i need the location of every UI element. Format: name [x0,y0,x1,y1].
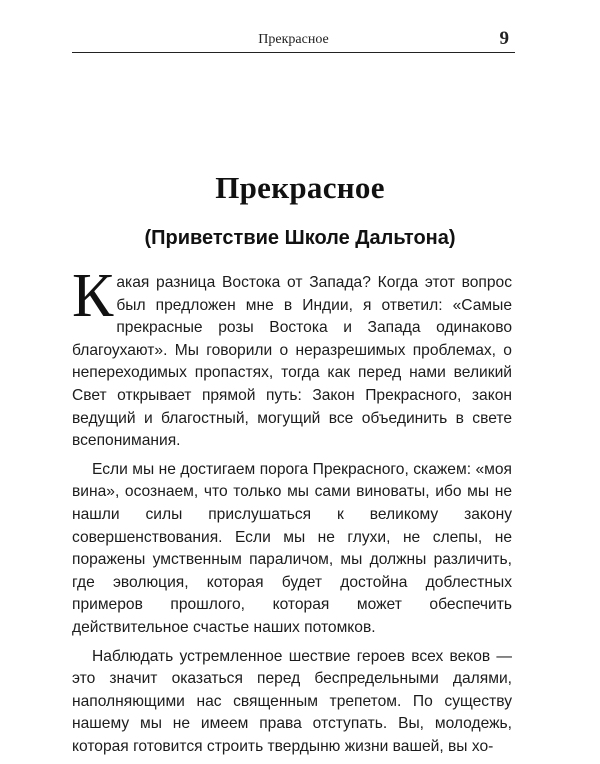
chapter-title: Прекрасное [215,170,385,205]
paragraph-text: акая разница Востока от Запада? Когда этот вопрос был предложен мне в Индии, я ответил: «Самые прекрасные розы Востока и Запада одинаково благоухают». Мы говорили о неразрешимых проблемах, о непереходимых пропастях, тогда как перед нами великий Свет открывает прямой путь: Закон Прекрасного, закон ведущий и благостный, могущий все объединить в свете всепонимания. [72,274,512,450]
page-header [72,14,515,53]
drop-cap: К [72,262,114,330]
paragraph [72,262,512,453]
chapter-subtitle: (Приветствие Школе Дальтона) [144,227,456,249]
running-title: Прекрасное [258,32,329,47]
page-number: 9 [499,28,509,49]
paragraph: Наблюдать устремленное шествие героев всех веков — это значит оказаться перед беспредельными далями, наполняющими нас священным трепетом. По существу нашему мы не имеем права отступать. Вы, молодежь, которая готовится строить твердыню жизни вашей, вы хо- [72,647,512,755]
body-text [72,262,512,764]
paragraph: Если мы не достигаем порога Прекрасного, скажем: «моя вина», осознаем, что только мы сами виноваты, ибо мы не нашли силы прислушаться к великому закону совершенствования. Если мы не глухи, не слепы, не поражены умственным параличом, мы должны различить, где эволюция, которая будет достойна доблестных примеров прошлого, которая может обеспечить действительное счастье наших потомков. [72,460,512,636]
